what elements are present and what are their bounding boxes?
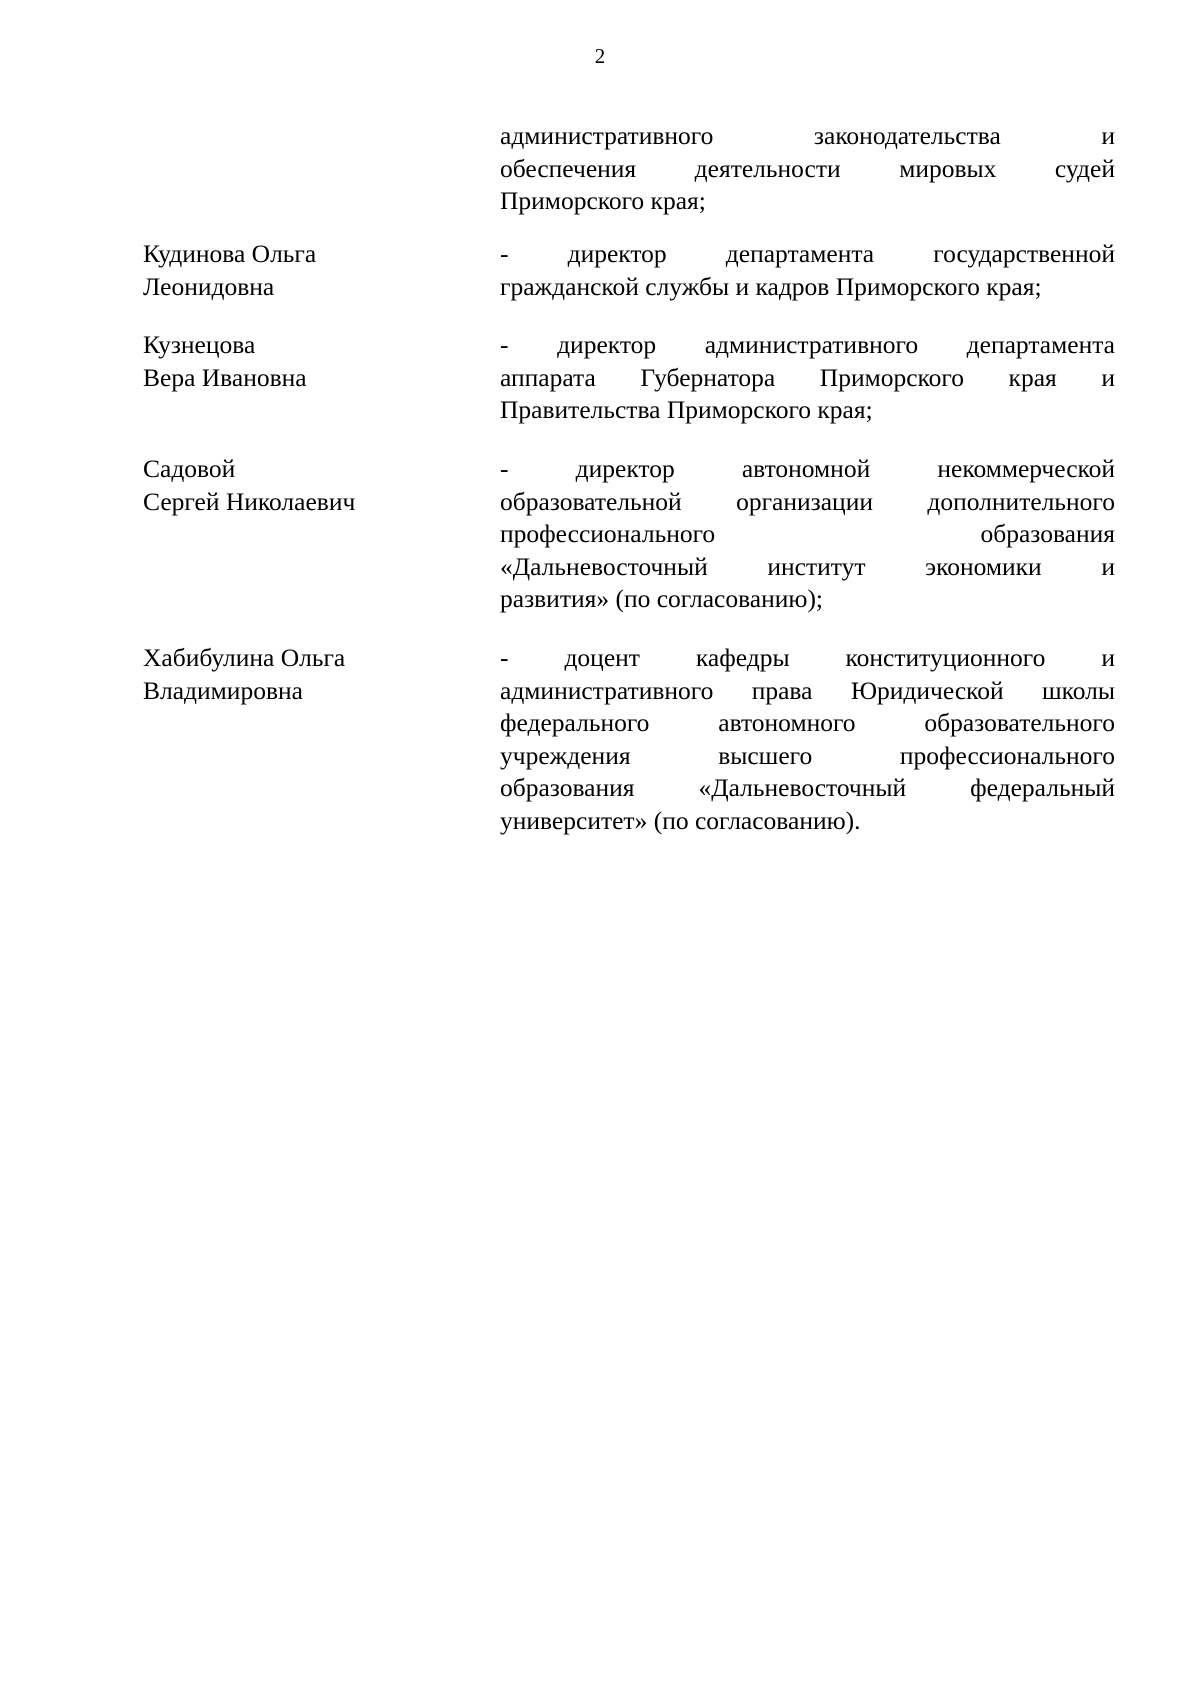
position-line: университет» (по согласованию). (500, 805, 861, 835)
member-name-line: Кузнецова (143, 330, 256, 360)
position-line: - доцент кафедры конституционного и (500, 642, 1115, 672)
member-name-line: Хабибулина Ольга (143, 642, 346, 672)
member-name (143, 453, 473, 518)
member-name (143, 238, 473, 303)
member-position (500, 642, 1115, 838)
continuation-line: обеспечения деятельности мировых судей (500, 153, 1115, 183)
position-line: образования «Дальневосточный федеральный (500, 773, 1115, 803)
member-name-line: Леонидовна (143, 271, 275, 301)
member-name-line: Кудинова Ольга (143, 239, 317, 268)
position-line: гражданской службы и кадров Приморского края; (500, 271, 1042, 301)
position-line: - директор департамента государственной (500, 239, 1115, 268)
member-name (143, 642, 473, 707)
member-position (500, 238, 1115, 303)
member-entry (0, 329, 1200, 427)
position-line: аппарата Губернатора Приморского края и (500, 362, 1115, 392)
continuation-text (500, 120, 1115, 218)
continuation-line: административного законодательства и (500, 121, 1115, 150)
member-name-line: Владимировна (143, 675, 303, 705)
member-position (500, 453, 1115, 616)
member-entry (0, 238, 1200, 303)
position-line: учреждения высшего профессионального (500, 740, 1115, 770)
member-entry (0, 453, 1200, 616)
position-line: федерального автономного образовательного (500, 708, 1115, 738)
position-line: - директор административного департамента (500, 330, 1115, 360)
continuation-line: Приморского края; (500, 186, 706, 216)
member-name-line: Вера Ивановна (143, 362, 307, 392)
member-list (0, 238, 1200, 864)
position-line: Правительства Приморского края; (500, 395, 873, 425)
position-line: развития» (по согласованию); (500, 584, 824, 614)
position-line: образовательной организации дополнительного (500, 486, 1115, 516)
position-line: административного права Юридической школы (500, 675, 1115, 705)
member-entry (0, 642, 1200, 838)
member-position (500, 329, 1115, 427)
position-line: - директор автономной некоммерческой (500, 453, 1115, 483)
position-line: «Дальневосточный институт экономики и (500, 551, 1115, 581)
member-name-line: Сергей Николаевич (143, 486, 356, 516)
member-name (143, 329, 473, 394)
page-number: 2 (594, 44, 606, 68)
position-line: профессионального образования (500, 519, 1115, 549)
member-name-line: Садовой (143, 453, 236, 483)
